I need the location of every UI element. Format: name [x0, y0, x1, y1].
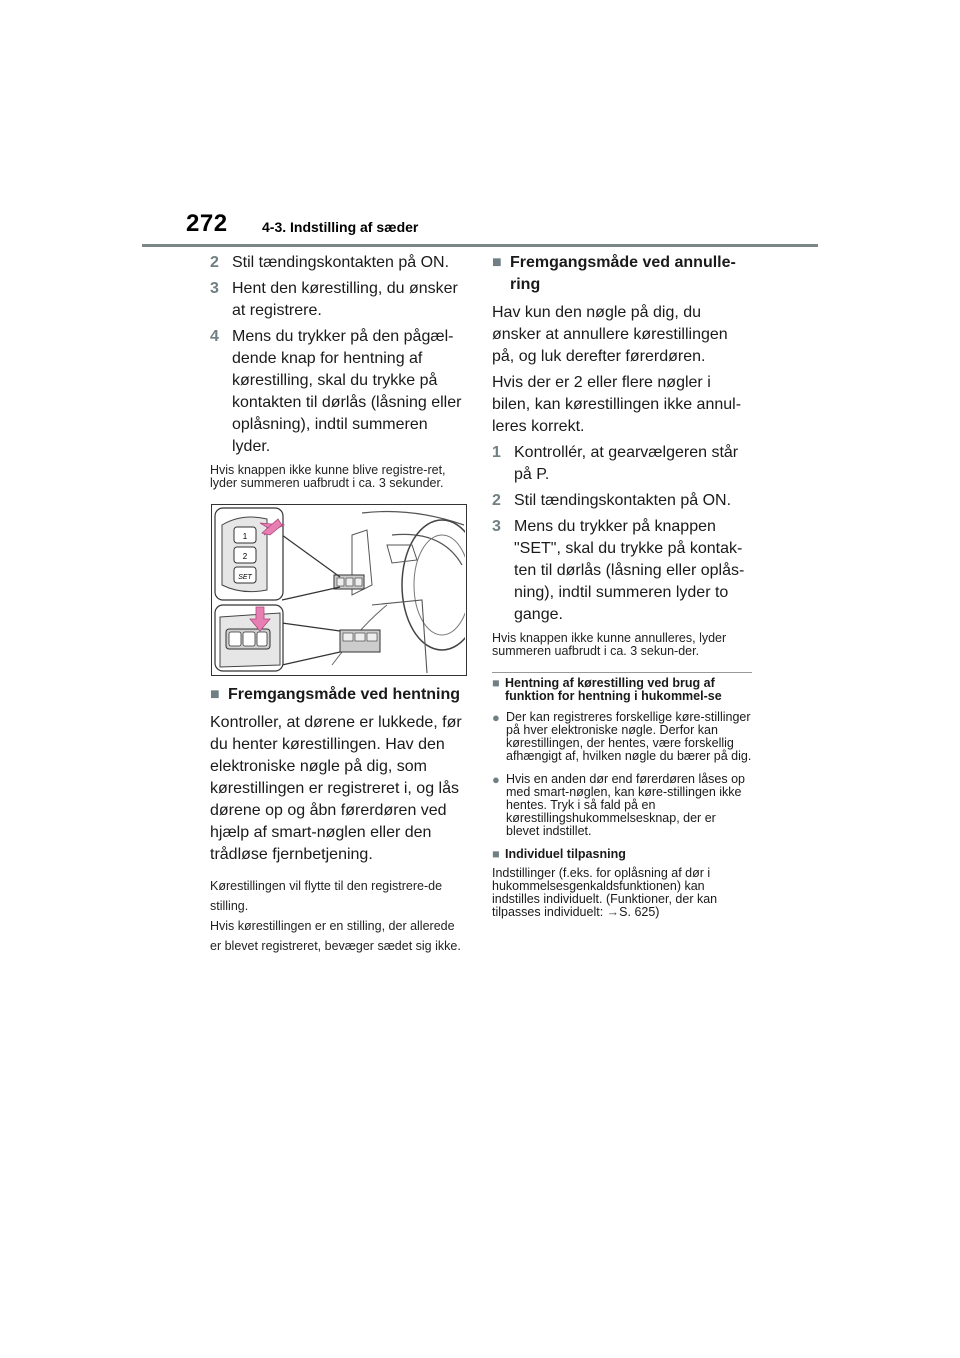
step-number: 1 — [492, 444, 501, 461]
customization-text: Indstillinger (f.eks. for oplåsning af dør i hukommelsesgenkaldsfunktionen) kan indstilles individuelt. (Funktioner, der kan tilpasses individuelt: — [492, 866, 718, 919]
square-bullet-icon: ■ — [492, 847, 500, 861]
step-number: 2 — [492, 492, 501, 509]
step-item — [492, 442, 752, 486]
section-title: 4-3. Indstilling af sæder — [262, 219, 419, 235]
heading-custom-text: Individuel tilpasning — [505, 847, 626, 861]
step-text: Kontrollér, at gearvælgeren står på P. — [514, 444, 739, 483]
step-text: Stil tændingskontakten på ON. — [514, 492, 732, 509]
lock-button-icon — [229, 632, 241, 646]
step-item — [492, 490, 752, 512]
heading-memory-recall — [492, 677, 752, 703]
step-item — [210, 278, 468, 322]
page-number: 272 — [186, 210, 228, 237]
illustration-svg — [212, 505, 465, 674]
customization-paragraph — [492, 867, 752, 919]
step-text: Mens du trykker på knappen "SET", skal du trykke på kontak-ten til dørlås (låsning eller oplås-ning), indtil summeren lyder to gange. — [514, 518, 745, 623]
unlock-button-icon — [243, 632, 255, 646]
circle-bullet-icon: ● — [492, 772, 500, 787]
door-switch-illustration — [211, 504, 467, 676]
step-number: 3 — [210, 280, 219, 297]
bullet-text: Der kan registreres forskellige køre-stillinger på hver elektroniske nøgle. Derfor kan kørestillingen, der hentes, være forskellig afhængigt af, hvilken nøgle du bærer på dig. — [506, 710, 752, 763]
heading-retrieval-text: Fremgangsmåde ved hentning — [228, 686, 461, 703]
step-number: 3 — [492, 518, 501, 535]
note-cancel-failed: Hvis knappen ikke kunne annulleres, lyder summeren uafbrudt i ca. 3 sekun-der. — [492, 631, 727, 658]
memory-button-1-label: 1 — [242, 532, 248, 541]
square-bullet-icon: ■ — [492, 676, 500, 690]
set-button-label: SET — [238, 574, 252, 581]
header-rule — [142, 244, 818, 247]
step-text: Stil tændingskontakten på ON. — [232, 254, 450, 271]
heading-cancel-text: Fremgangsmåde ved annulle-ring — [510, 254, 736, 293]
bullet-text: Hvis en anden dør end førerdøren låses op med smart-nøglen, kan køre-stillingen ikke hentes. Tryk i så fald på en kørestillingshukommelsesknap, der er blevet indstillet. — [506, 772, 746, 838]
heading-retrieval — [210, 684, 468, 706]
cancel-paragraph-1: Hav kun den nøgle på dig, du ønsker at annullere kørestillingen på, og luk derefter førerdøren. — [492, 304, 728, 365]
divider — [492, 672, 752, 673]
cancel-paragraph-2: Hvis der er 2 eller flere nøgler i bilen, kan kørestillingen ikke annul-leres korrekt. — [492, 374, 742, 435]
step-item — [210, 326, 468, 458]
square-bullet-icon: ■ — [492, 254, 502, 271]
note-seat-moves: Kørestillingen vil flytte til den registrere-de stilling. — [210, 879, 443, 913]
heading-customization — [492, 848, 752, 861]
right-column — [492, 252, 752, 919]
heading-memory-text: Hentning af kørestilling ved brug af funktion for hentning i hukommel-se — [505, 676, 722, 703]
retrieval-paragraph: Kontroller, at dørene er lukkede, før du henter kørestillingen. Hav den elektroniske nøgle på dig, som kørestillingen er registreret i, og lås dørene op og åbn førerdøren ved hjælp af smart-nøglen eller den trådløse fjernbetjening. — [210, 714, 462, 863]
list-item — [492, 773, 752, 838]
page-reference-link[interactable]: S. 625) — [619, 905, 660, 919]
note-registration-failed: Hvis knappen ikke kunne blive registre-ret, lyder summeren uafbrudt i ca. 3 sekunder. — [210, 463, 446, 490]
step-number: 2 — [210, 254, 219, 271]
step-item — [210, 252, 468, 274]
arrow-right-icon: → — [606, 905, 620, 919]
step-text: Hent den kørestilling, du ønsker at registrere. — [232, 280, 458, 319]
square-bullet-icon: ■ — [210, 686, 220, 703]
step-text: Mens du trykker på den pågæl-dende knap for hentning af kørestilling, skal du trykke på kontakten til dørlås (låsning eller oplåsning), indtil summeren lyder. — [232, 328, 462, 455]
list-item — [492, 711, 752, 763]
heading-cancel — [492, 252, 752, 296]
note-already-registered: Hvis kørestillingen er en stilling, der allerede er blevet registreret, bevæger sædet sig ikke. — [210, 919, 461, 953]
step-number: 4 — [210, 328, 219, 345]
circle-bullet-icon: ● — [492, 710, 500, 725]
left-column — [210, 252, 468, 964]
step-item — [492, 516, 752, 626]
memory-button-2-label: 2 — [242, 552, 248, 561]
